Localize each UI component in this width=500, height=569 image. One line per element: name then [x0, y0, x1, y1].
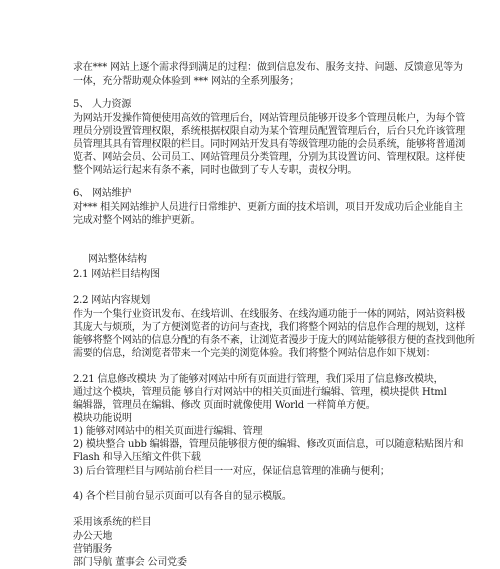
text-line: 求在*** 网站上逐个需求得到满足的过程：做到信息发布、服务支持、问题、反馈意见等为: [73, 62, 463, 73]
subsection-heading: 2.2 网站内容规划: [73, 295, 151, 306]
section-heading: 网站整体结构: [88, 254, 147, 265]
list-item: 3) 后台管理栏目与网站前台栏目一一对应，保证信息管理的准确与便利；: [73, 466, 390, 477]
section-heading: 5、 人力资源: [73, 99, 132, 110]
text-line: 营销服务: [73, 544, 113, 555]
text-line: 通过这个模块，管理员能 够自行对网站中的相关页面进行编辑、管理，模块提供 Html: [73, 387, 447, 398]
subsection-heading: 2.1 网站栏目结构图: [73, 269, 160, 280]
list-item: 2) 模块整合 ubb 编辑器，管理员能够很方便的编辑、修改页面信息，可以随意粘贴图片和: [73, 439, 464, 450]
text-line: 员管理其具有管理权限的栏目。同时网站开发具有等级管理功能的会员系统，能够将普通浏: [73, 139, 465, 150]
text-line: 作为一个集行业资讯发布、在线培训、在线服务、在线沟通功能于一体的网站，网站资料极: [73, 309, 465, 320]
text-line: 完成对整个网站的维护更新。: [73, 215, 201, 226]
text-line: 为网站开发操作简便使用高效的管理后台，网站管理员能够开设多个管理员帐户，为每个管: [73, 113, 465, 124]
text-line: 编辑器，管理员在编辑、修改 页面时就像使用 World 一样简单方便。: [73, 400, 376, 411]
text-line: 对*** 相关网站维护人员进行日常维护、更新方面的技术培训，项目开发成功后企业能自主: [73, 202, 463, 213]
text-line: 办公天地: [73, 531, 113, 542]
text-line: 理员分别设置管理权限，系统根据权限自动为某个管理员配置管理后台，后台只允许该管理: [73, 126, 465, 137]
text-line: 其庞大与烦琐，为了方便浏览者的访问与查找，我们将整个网站的信息作合理的规划，这样: [73, 322, 465, 333]
text-line: Flash 和导入压缩文件供下载: [73, 452, 201, 463]
text-line: 一体，充分帮助观众体验到 *** 网站的全系列服务；: [73, 76, 300, 87]
list-item: 1) 能够对网站中的相关页面进行编辑、管理: [73, 426, 263, 437]
text-line: 览者、网站会员、公司员工、网站管理员分类管理，分别为其设置访问、管理权限。这样使: [73, 152, 465, 163]
section-heading: 6、 网站维护: [73, 188, 132, 199]
text-line: 采用该系统的栏目: [73, 517, 152, 528]
text-line: 部门导航 董事会 公司党委: [73, 557, 187, 568]
text-line: 整个网站运行起来有条不紊，同时也做到了专人专职，责权分明。: [73, 165, 358, 176]
list-item: 4) 各个栏目前台显示页面可以有各自的显示模版。: [73, 491, 292, 502]
text-line: 需要的信息，给浏览者带来一个完美的浏览体验。我们将整个网站信息作如下规划：: [73, 348, 436, 359]
text-line: 模块功能说明: [73, 413, 132, 424]
text-line: 2.21 信息修改模块 为了能够对网站中所有页面进行管理，我们采用了信息修改模块，: [73, 374, 444, 385]
text-line: 能够将整个网站的信息分配的有条不紊，让浏览者漫步于庞大的网站能够很方便的查找到他所: [73, 335, 475, 346]
